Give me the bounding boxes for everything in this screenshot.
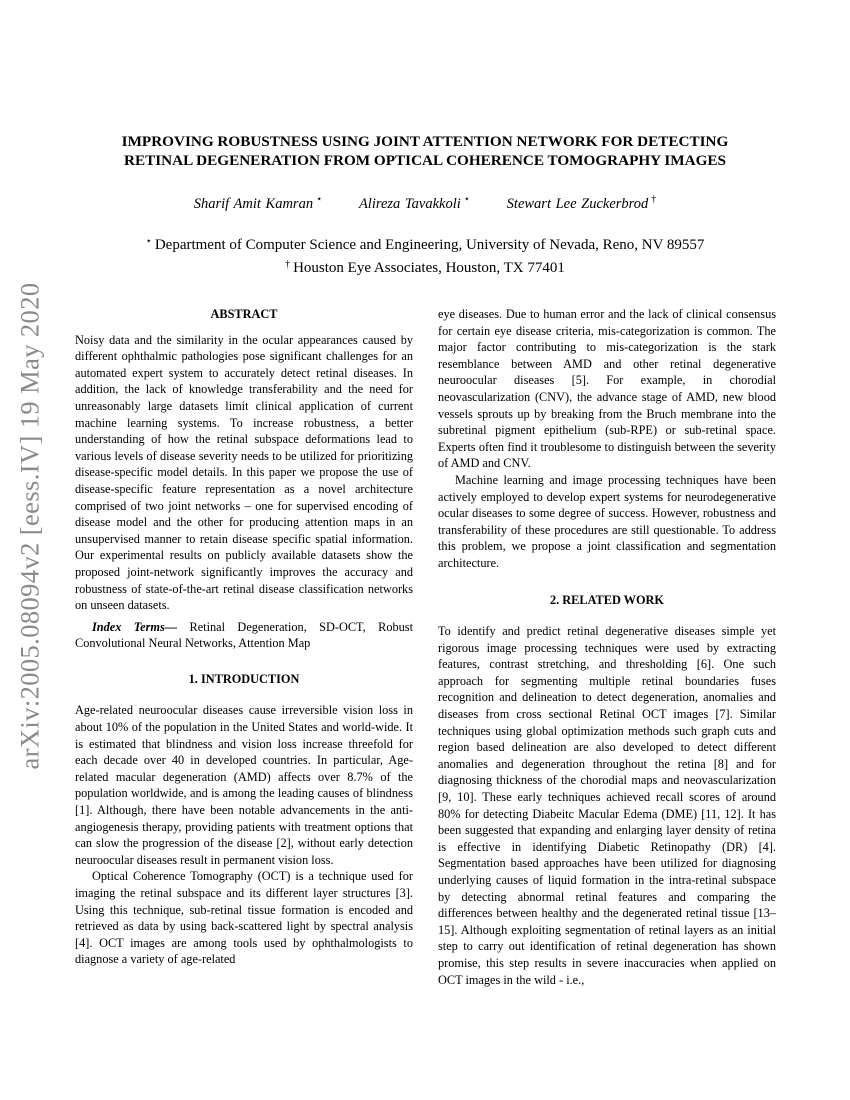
abstract-heading: ABSTRACT [210,307,278,321]
arxiv-stamp [12,283,48,768]
author-mark: ⋆ [316,194,323,205]
index-terms [75,619,413,652]
title-line-2: RETINAL DEGENERATION FROM OPTICAL COHERENCE TOMOGRAPHY IMAGES [124,152,726,169]
affiliation-2 [60,255,790,278]
affiliation-text: Department of Computer Science and Engineering, University of Nevada, Reno, NV 89557 [154,237,705,253]
author-name: Stewart Lee Zuckerbrod [506,196,649,212]
related-work-paragraph: To identify and predict retinal degenerative diseases simple yet rigorous image processing techniques were used by extracting features, contrast stretching, and thresholding [6]. One such approach for segmenting multiple retinal boundaries fuses recognition and delineation to detect degeneration, anomalies and diseases from cross sectional Retinal OCT images [7]. Similar techniques using global optimization methods such graph cuts and region based delineation are also developed to detect different anomalies and degeneration throughout the retina [8] and for diagnosing thickness of the chorodial maps and neovascularization [9, 10]. These early techniques achieved recall scores of around 80% for detecting Diabeitc Macular Edema (DME) [11, 12]. It has been suggested that expanding and enlarging layer density of retina is effective in identifying Diabetic Retinopathy (DR) [4]. Segmentation based approaches have been utilized for diagnosing underlying causes of liquid formation in the intra-retinal subspace by detecting abnormal retinal features and comparing the differences between healthy and the degenerated retinal tissue [13–15]. Although exploiting segmentation of retinal layers as an initial step to carry out identification of retinal degeneration has shown promise, this step results in severe inaccuracies when applied on OCT images in the wild - i.e., [438,624,776,987]
affiliation-text: Houston Eye Associates, Houston, TX 77401 [293,260,565,276]
author-name: Sharif Amit Kamran [193,196,314,212]
intro-paragraph-2: Optical Coherence Tomography (OCT) is a technique used for imaging the retinal subspace and its different layer structures [3]. Using this technique, sub-retinal tissue formation is encoded and retrieved as data by using back-scattered light by spectral analysis [4]. OCT images are among tools used by ophthalmologists to diagnose a variety of age-related [75,869,413,967]
introduction-heading: 1. INTRODUCTION [188,671,300,686]
arxiv-identifier: arXiv:2005.08094v2 [eess.IV] 19 May 2020 [14,281,45,770]
affiliation-list [60,232,790,278]
index-terms-label: Index Terms— [92,619,178,634]
right-column [438,306,776,988]
intro-paragraph-1: Age-related neuroocular diseases cause irreversible vision loss in about 10% of the population in the United States and world-wide. It is estimated that blindness and vision loss increase threefold for each decade over 40 in developed countries. In particular, Age-related macular degeneration (AMD) affects over 8.7% of the population worldwide, and is among the leading causes of blindness [1]. Although, there have been notable advancements in the anti-angiogenesis therapy, providing patients with treatment options that can slow the progression of the disease [2], without early detection neuroocular diseases result in permanent vision loss. [75,703,413,867]
paper-title [60,132,790,170]
author-2 [359,190,470,214]
author-mark: ⋆ [463,194,471,205]
related-work-heading: 2. RELATED WORK [550,592,664,607]
title-line-1: IMPROVING ROBUSTNESS USING JOINT ATTENTION NETWORK FOR DETECTING [121,133,729,150]
abstract-text: Noisy data and the similarity in the ocular appearances caused by different ophthalmic pathologies pose significant challenges for an automated expert system to accurately detect retinal diseases. In addition, the lack of knowledge transferability and the need for unreasonably large datasets limit clinical application of current machine learning systems. To increase robustness, a better understanding of how the retinal subspace deformations lead to various levels of disease severity needs to be utilized for prioritizing disease-specific model details. In this paper we propose the use of disease-specific feature representation as a novel architecture comprised of two joint networks – one for supervised encoding of disease model and the other for producing attention maps in an unsupervised manner to retain disease specific spatial information. Our experimental results on publicly available datasets show the proposed joint-network significantly improves the accuracy and robustness of state-of-the-art retinal disease classification networks on unseen datasets. [75,332,413,613]
affiliation-mark: ⋆ [145,236,152,247]
author-name: Alireza Tavakkoli [358,196,461,212]
author-1 [194,190,323,214]
index-terms-text: Retinal Degeneration, SD-OCT, Robust Convolutional Neural Networks, Attention Map [75,619,413,651]
intro-paragraph-4: Machine learning and image processing techniques have been actively employed to develop expert systems for neurodegenerative ocular diseases to some degree of success. However, robustness and transferability of these procedures are still questionable. To address this problem, we propose a joint classification and segmentation architecture. [438,472,776,570]
author-list [60,190,790,214]
intro-paragraph-3: eye diseases. Due to human error and the lack of clinical consensus for certain eye disease criteria, mis-categorization is common. The major factor contributing to mis-categorization is the stark resemblance between AMD and other retinal degenerative neuroocular diseases [5]. For example, in chorodial neovascularization (CNV), the advance stage of AMD, new blood vessels sprouts up by breaking from the Bruch membrane into the subretinal pigment epithelium (sub-RPE) or sub-retinal space. Experts often find it troublesome to distinguish between the severity of AMD and CNV. [438,307,776,471]
author-mark: † [651,194,657,205]
left-column [75,306,413,968]
author-3 [507,190,657,214]
affiliation-1 [60,232,790,255]
affiliation-mark: † [285,259,291,270]
